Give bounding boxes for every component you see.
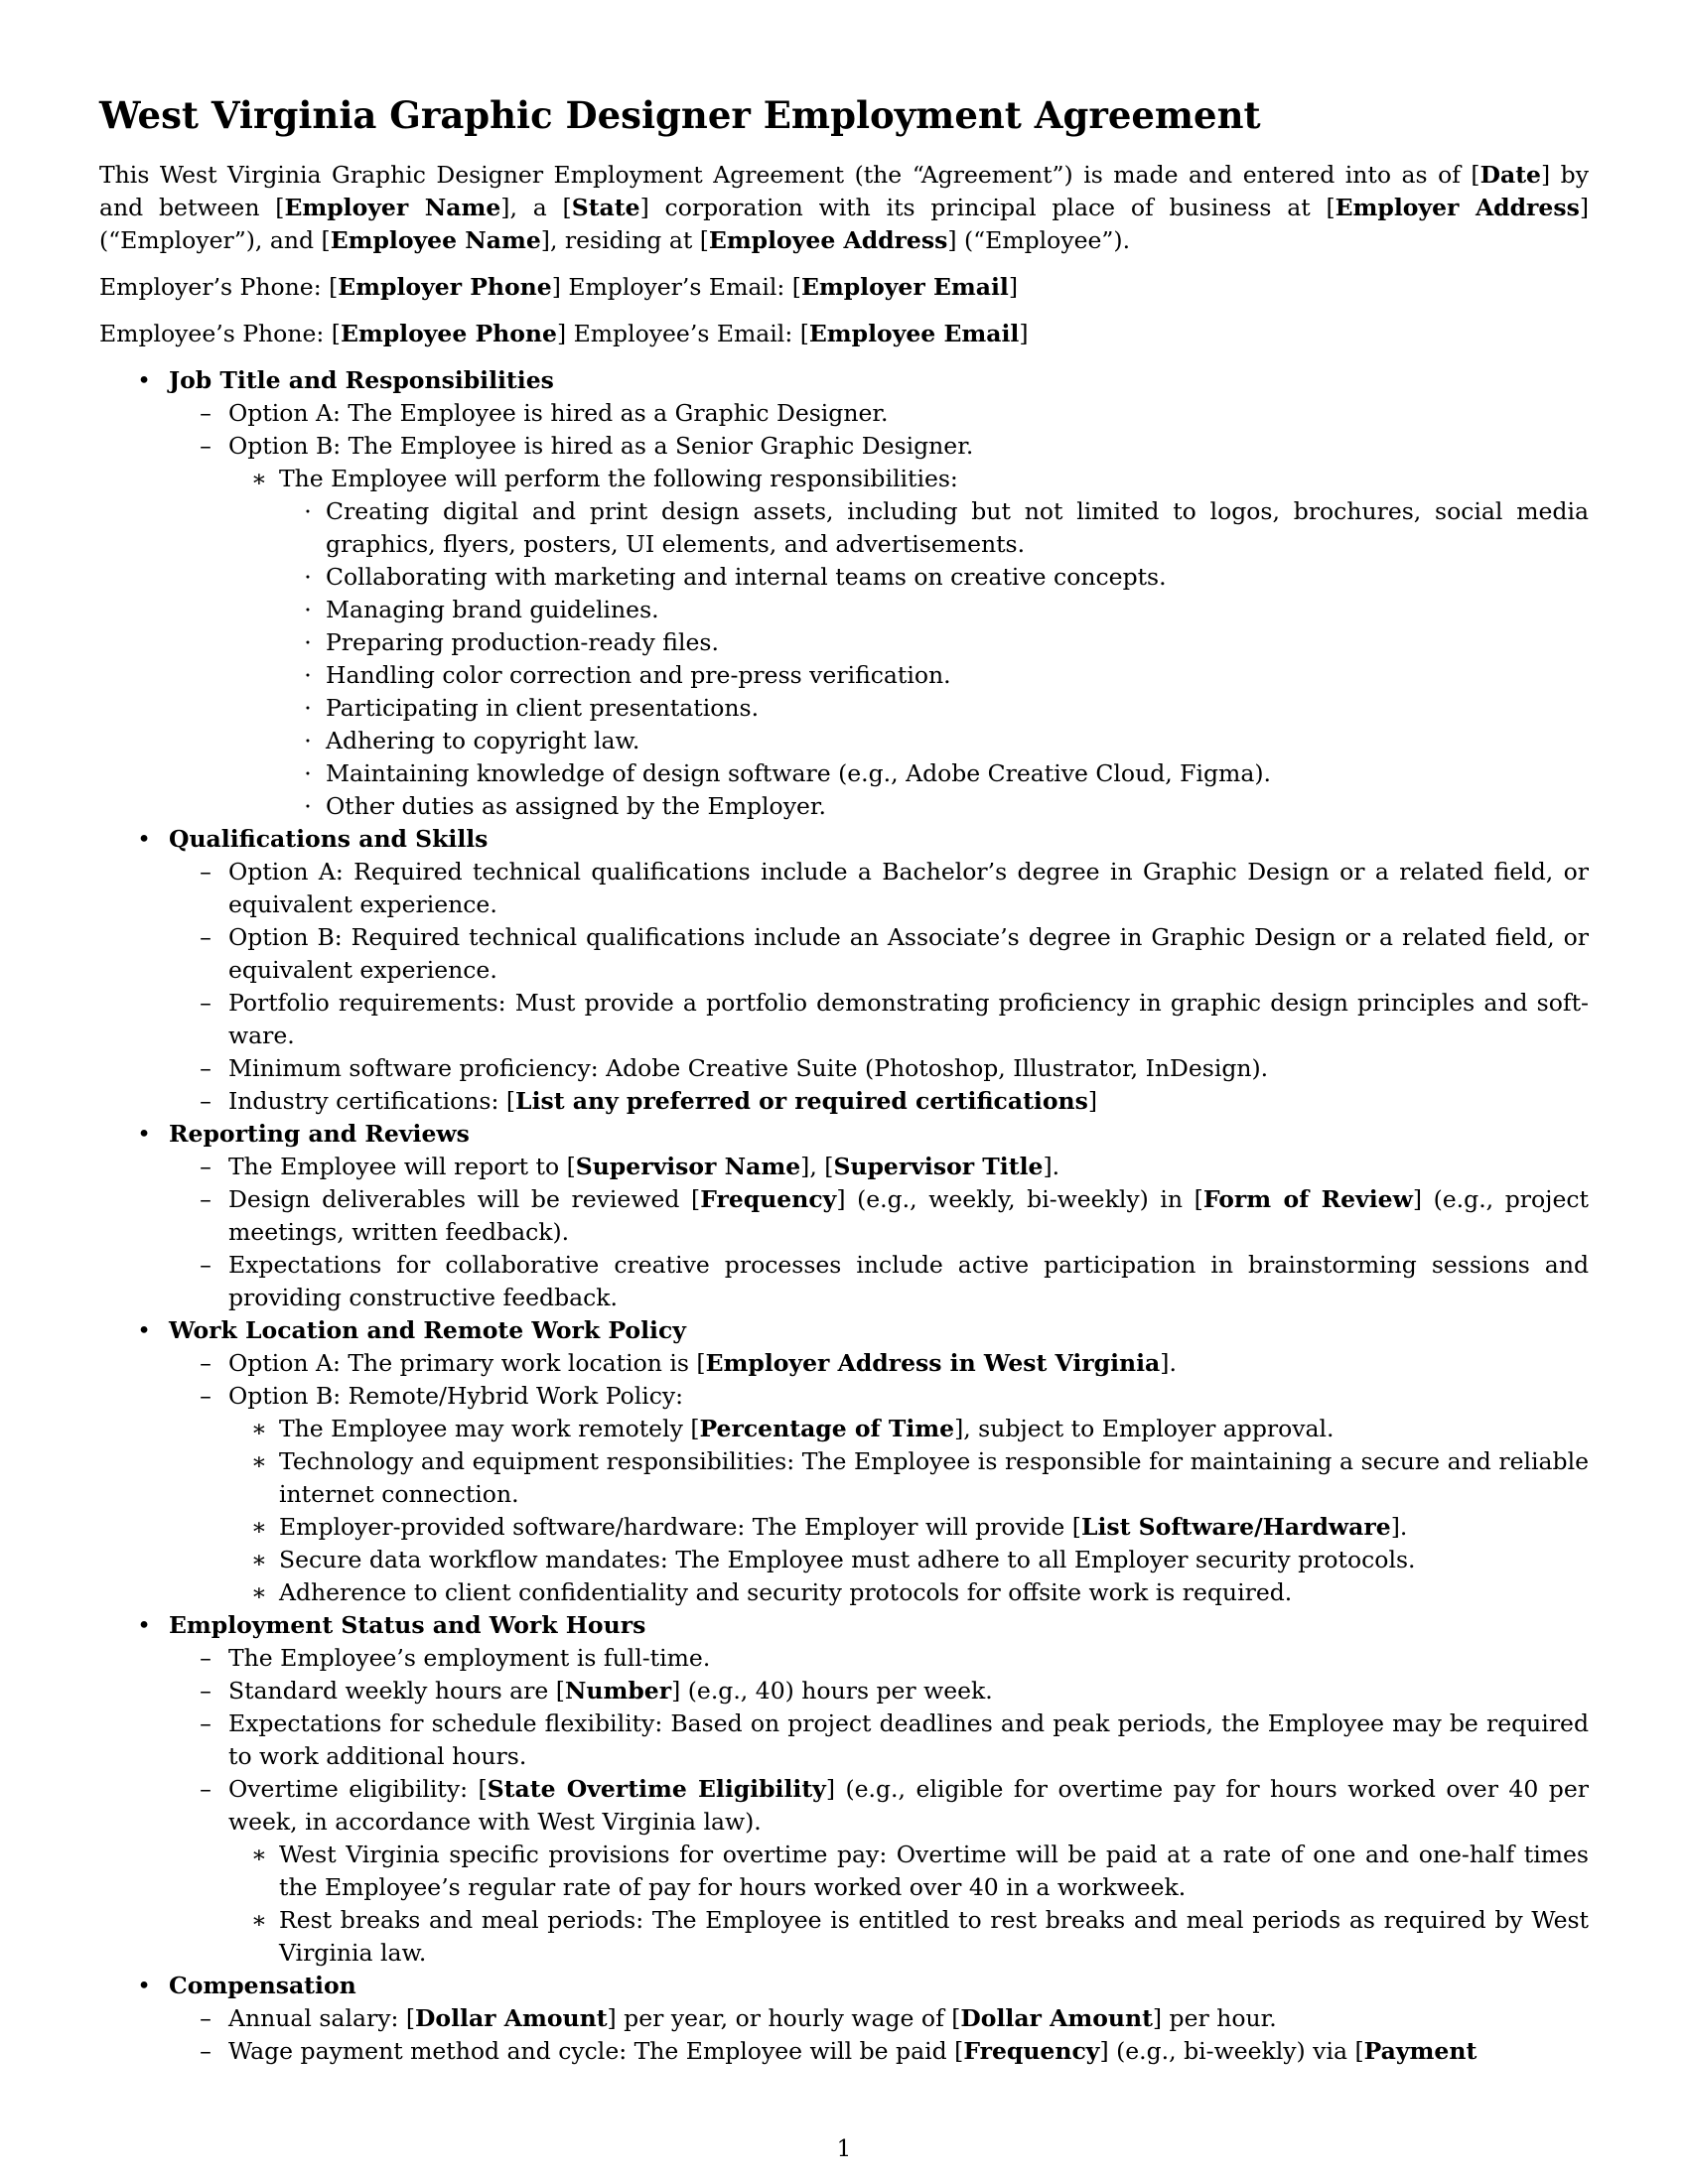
placeholder-frequency: Frequency: [963, 2037, 1100, 2065]
placeholder-supervisor-name: Supervisor Name: [575, 1153, 801, 1180]
item-text: Handling color correction and pre-press verification.: [326, 661, 951, 689]
placeholder-date: Date: [1479, 161, 1542, 189]
item-text: Option A: Required technical qualifications include a Bachelor’s degree in Graphic Design or a related field, or equivalent experience.: [228, 858, 1589, 918]
section-job-title: [99, 364, 1589, 823]
document-title: West Virginia Graphic Designer Employment Agreement: [99, 93, 1261, 137]
dash-icon: –: [200, 432, 211, 460]
dash-icon: –: [200, 1054, 211, 1082]
section-reporting: [99, 1118, 1589, 1314]
asterisk-icon: ∗: [251, 1513, 267, 1541]
placeholder-supervisor-title: Supervisor Title: [833, 1153, 1044, 1180]
intro-paragraph: [99, 159, 1589, 257]
placeholder-dollar-amount: Dollar Amount: [415, 2004, 608, 2032]
intro-text: ] by and between [: [99, 161, 1589, 221]
placeholder-certifications: List any preferred or required certifications: [515, 1087, 1088, 1115]
placeholder-employee-name: Employee Name: [330, 226, 541, 254]
item-text: Annual salary: [: [228, 2004, 416, 2032]
list-item: [169, 1249, 1589, 1314]
item-text: ].: [1160, 1349, 1177, 1377]
list-item: [279, 692, 1589, 725]
item-text: ], [: [800, 1153, 834, 1180]
list-item: [228, 1413, 1589, 1445]
item-text: Overtime eligibility: [: [228, 1775, 488, 1803]
intro-text: This West Virginia Graphic Designer Employment Agreement (the “Agreement”) is made and entered into as of [: [99, 161, 1480, 189]
sublist: [169, 1151, 1589, 1314]
section-qualifications: [99, 823, 1589, 1118]
dot-icon: ·: [304, 596, 312, 623]
placeholder-software-hardware: List Software/Hardware: [1080, 1513, 1391, 1541]
sublist: [169, 1347, 1589, 1609]
item-text: The Employee will perform the following responsibilities:: [279, 465, 958, 492]
list-item: [228, 1576, 1589, 1609]
placeholder-overtime-eligibility: State Overtime Eligibility: [487, 1775, 826, 1803]
item-text: Preparing production-ready files.: [326, 628, 719, 656]
list-item: [279, 561, 1589, 594]
placeholder-percentage-of-time: Percentage of Time: [699, 1415, 955, 1442]
item-text: ], subject to Employer approval.: [954, 1415, 1335, 1442]
list-item: [169, 430, 1589, 823]
dash-icon: –: [200, 1775, 211, 1803]
item-text: ] (e.g., 40) hours per week.: [671, 1677, 993, 1705]
item-text: Expectations for collaborative creative processes include active participation in brainstorming sessions and providing constructive feedback.: [228, 1251, 1589, 1311]
list-item: [169, 1052, 1589, 1085]
item-text: Option B: The Employee is hired as a Senior Graphic Designer.: [228, 432, 974, 460]
sections-list: [99, 364, 1589, 2068]
bullet-icon: •: [137, 1316, 151, 1344]
placeholder-employee-email: Employee Email: [808, 320, 1020, 347]
dash-icon: –: [200, 923, 211, 951]
placeholder-employer-address: Employer Address: [1335, 194, 1580, 221]
asterisk-icon: ∗: [251, 1906, 267, 1934]
dash-icon: –: [200, 1251, 211, 1279]
asterisk-icon: ∗: [251, 1578, 267, 1606]
section-heading: Qualifications and Skills: [169, 825, 489, 853]
sublist: [169, 2002, 1589, 2068]
contact-text: ]: [1019, 320, 1029, 347]
dash-icon: –: [200, 1087, 211, 1115]
list-item: [169, 921, 1589, 987]
list-item: [279, 626, 1589, 659]
list-item: [279, 757, 1589, 790]
list-item: [228, 1511, 1589, 1544]
item-text: The Employee may work remotely [: [279, 1415, 700, 1442]
placeholder-employer-address-wv: Employer Address in West Virginia: [705, 1349, 1161, 1377]
section-work-location: [99, 1314, 1589, 1609]
placeholder-employer-phone: Employer Phone: [338, 273, 552, 301]
placeholder-employer-email: Employer Email: [800, 273, 1009, 301]
sublist: [228, 1839, 1589, 1970]
item-text: Minimum software proficiency: Adobe Creative Suite (Photoshop, Illustrator, InDesign).: [228, 1054, 1269, 1082]
placeholder-employee-phone: Employee Phone: [340, 320, 557, 347]
intro-text: ] (“Employer”), and [: [99, 194, 1589, 254]
bullet-icon: •: [137, 1611, 151, 1639]
employer-contact-line: [99, 271, 1589, 304]
contact-text: Employer’s Phone: [: [99, 273, 339, 301]
item-text: Option B: Required technical qualifications include an Associate’s degree in Graphic Design or a related field, or equivalent experience.: [228, 923, 1589, 984]
placeholder-form-of-review: Form of Review: [1202, 1185, 1413, 1213]
dash-icon: –: [200, 2037, 211, 2065]
dash-icon: –: [200, 1185, 211, 1213]
asterisk-icon: ∗: [251, 1447, 267, 1475]
dot-icon: ·: [304, 661, 312, 689]
bullet-icon: •: [137, 366, 151, 394]
section-heading: Reporting and Reviews: [169, 1120, 470, 1148]
section-compensation: [99, 1970, 1589, 2068]
dash-icon: –: [200, 399, 211, 427]
intro-text: ], a [: [500, 194, 572, 221]
contact-text: ] Employee’s Email: [: [556, 320, 809, 347]
bullet-icon: •: [137, 1120, 151, 1148]
item-text: ] (e.g., project meetings, written feedback).: [228, 1185, 1589, 1246]
item-text: Maintaining knowledge of design software (e.g., Adobe Creative Cloud, Figma).: [326, 759, 1271, 787]
sublist: [169, 397, 1589, 823]
contact-text: Employee’s Phone: [: [99, 320, 341, 347]
dot-icon: ·: [304, 727, 312, 754]
placeholder-state: State: [571, 194, 640, 221]
sublist: [228, 1413, 1589, 1609]
list-item: [279, 725, 1589, 757]
dash-icon: –: [200, 1153, 211, 1180]
sublist: [169, 856, 1589, 1118]
list-item: [169, 2002, 1589, 2035]
item-text: Adherence to client confidentiality and security protocols for offsite work is required.: [279, 1578, 1293, 1606]
asterisk-icon: ∗: [251, 1841, 267, 1868]
asterisk-icon: ∗: [251, 1415, 267, 1442]
dash-icon: –: [200, 858, 211, 886]
page-number: 1: [836, 2136, 852, 2162]
item-text: ] per hour.: [1152, 2004, 1277, 2032]
list-item: [228, 1904, 1589, 1970]
asterisk-icon: ∗: [251, 465, 267, 492]
item-text: Technology and equipment responsibilities: The Employee is responsible for maintaining a secure and reliable internet connection.: [279, 1447, 1589, 1508]
sublist: [228, 463, 1589, 823]
item-text: West Virginia specific provisions for overtime pay: Overtime will be paid at a rate of one and one-half times the Employee’s regular rate of pay for hours worked over 40 in a workweek.: [279, 1841, 1589, 1901]
item-text: Option A: The Employee is hired as a Graphic Designer.: [228, 399, 889, 427]
item-text: ].: [1390, 1513, 1408, 1541]
list-item: [169, 1675, 1589, 1707]
intro-text: ] (“Employee”).: [947, 226, 1131, 254]
list-item: [169, 1773, 1589, 1970]
bullet-icon: •: [137, 825, 151, 853]
item-text: Creating digital and print design assets, including but not limited to logos, brochures, social media graphics, flyers, posters, UI elements, and advertisements.: [326, 497, 1589, 558]
dash-icon: –: [200, 2004, 211, 2032]
item-text: Managing brand guidelines.: [326, 596, 659, 623]
item-text: Other duties as assigned by the Employer.: [326, 792, 827, 820]
list-item: [169, 1183, 1589, 1249]
item-text: Option A: The primary work location is [: [228, 1349, 706, 1377]
item-text: Option B: Remote/Hybrid Work Policy:: [228, 1382, 684, 1410]
list-item: [169, 397, 1589, 430]
contact-text: ] Employer’s Email: [: [551, 273, 801, 301]
item-text: The Employee will report to [: [228, 1153, 576, 1180]
list-item: [169, 1151, 1589, 1183]
list-item: [169, 856, 1589, 921]
item-text: Industry certifications: [: [228, 1087, 516, 1115]
item-text: The Employee’s employment is full-time.: [228, 1644, 711, 1672]
list-item: [169, 1380, 1589, 1609]
item-text: Secure data workflow mandates: The Employee must adhere to all Employer security protocols.: [279, 1546, 1416, 1573]
list-item: [169, 1707, 1589, 1773]
list-item: [228, 1445, 1589, 1511]
dot-icon: ·: [304, 563, 312, 591]
list-item: [169, 1085, 1589, 1118]
dot-icon: ·: [304, 759, 312, 787]
dot-icon: ·: [304, 792, 312, 820]
list-item: [228, 1544, 1589, 1576]
section-heading: Employment Status and Work Hours: [169, 1611, 646, 1639]
dot-icon: ·: [304, 694, 312, 722]
sublist: [169, 1642, 1589, 1970]
placeholder-number: Number: [564, 1677, 672, 1705]
asterisk-icon: ∗: [251, 1546, 267, 1573]
dash-icon: –: [200, 1644, 211, 1672]
item-text: Expectations for schedule flexibility: Based on project deadlines and peak periods, the Employee may be required to work additional hours.: [228, 1709, 1589, 1770]
list-item: [228, 1839, 1589, 1904]
list-item: [169, 1642, 1589, 1675]
placeholder-payment: Payment: [1363, 2037, 1477, 2065]
item-text: Participating in client presentations.: [326, 694, 760, 722]
dot-icon: ·: [304, 497, 312, 525]
item-text: ]: [1087, 1087, 1098, 1115]
item-text: Wage payment method and cycle: The Employee will be paid [: [228, 2037, 964, 2065]
dot-icon: ·: [304, 628, 312, 656]
contact-text: ]: [1008, 273, 1018, 301]
item-text: Design deliverables will be reviewed [: [228, 1185, 701, 1213]
list-item: [169, 987, 1589, 1052]
intro-text: ] corporation with its principal place of business at [: [639, 194, 1336, 221]
placeholder-dollar-amount: Dollar Amount: [960, 2004, 1153, 2032]
item-text: ].: [1043, 1153, 1060, 1180]
list-item: [169, 2035, 1589, 2068]
intro-text: ], residing at [: [540, 226, 709, 254]
responsibilities-list: [279, 495, 1589, 823]
placeholder-employee-address: Employee Address: [708, 226, 948, 254]
list-item: [228, 463, 1589, 823]
placeholder-employer-name: Employer Name: [284, 194, 501, 221]
section-heading: Job Title and Responsibilities: [169, 366, 554, 394]
bullet-icon: •: [137, 1972, 151, 1999]
item-text: ] (e.g., bi-weekly) via [: [1099, 2037, 1364, 2065]
list-item: [279, 659, 1589, 692]
item-text: ] per year, or hourly wage of [: [607, 2004, 961, 2032]
item-text: Collaborating with marketing and internal teams on creative concepts.: [326, 563, 1167, 591]
dash-icon: –: [200, 1677, 211, 1705]
item-text: Adhering to copyright law.: [326, 727, 640, 754]
section-employment-status: [99, 1609, 1589, 1970]
item-text: ] (e.g., eligible for overtime pay for hours worked over 40 per week, in accordance with West Virginia law).: [228, 1775, 1589, 1836]
item-text: Standard weekly hours are [: [228, 1677, 565, 1705]
item-text: ] (e.g., weekly, bi-weekly) in [: [836, 1185, 1203, 1213]
employee-contact-line: [99, 318, 1589, 350]
section-heading: Work Location and Remote Work Policy: [169, 1316, 686, 1344]
item-text: Portfolio requirements: Must provide a portfolio demonstrating proficiency in graphic design principles and software.: [228, 989, 1589, 1049]
item-text: Employer-provided software/hardware: The Employer will provide [: [279, 1513, 1081, 1541]
list-item: [169, 1347, 1589, 1380]
list-item: [279, 594, 1589, 626]
list-item: [279, 790, 1589, 823]
list-item: [279, 495, 1589, 561]
placeholder-frequency: Frequency: [700, 1185, 837, 1213]
dash-icon: –: [200, 1382, 211, 1410]
dash-icon: –: [200, 1349, 211, 1377]
item-text: Rest breaks and meal periods: The Employee is entitled to rest breaks and meal periods as required by West Virginia law.: [279, 1906, 1589, 1967]
dash-icon: –: [200, 989, 211, 1017]
dash-icon: –: [200, 1709, 211, 1737]
section-heading: Compensation: [169, 1972, 356, 1999]
